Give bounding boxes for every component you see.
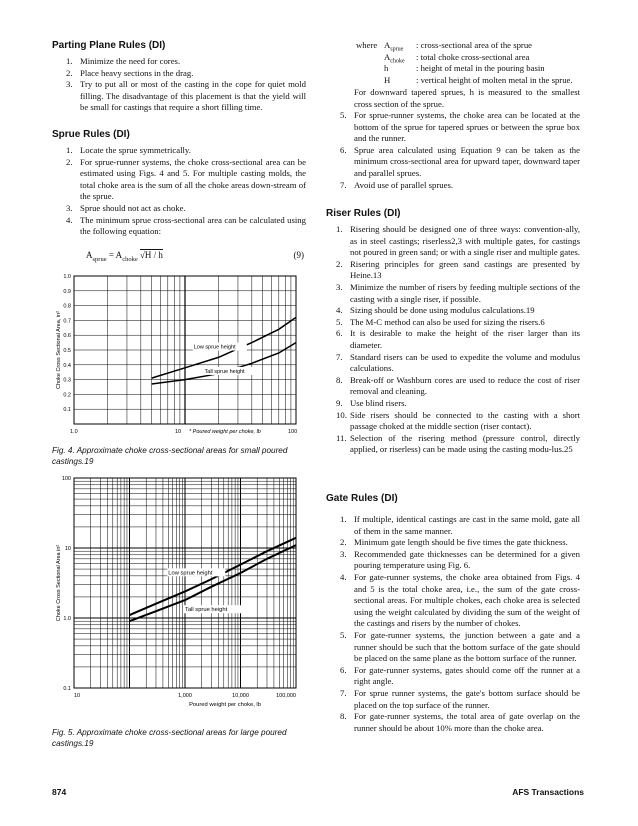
y-tick-label: 0.3 (63, 377, 71, 384)
x-tick-label: 1.0 (70, 429, 78, 435)
list-item-number: 5. (340, 110, 347, 120)
list-item-number: 6. (340, 664, 347, 675)
fig4-caption: Fig. 4. Approximate choke cross-sectional areas for small poured castings.19 (52, 446, 288, 466)
list-item (340, 145, 580, 180)
list-item (340, 630, 580, 665)
list-item-number: 5. (340, 629, 347, 640)
y-tick-label: 0.9 (63, 288, 71, 295)
list-item-number: 3. (66, 79, 73, 90)
series-line-low (130, 538, 297, 615)
x-axis-label: * Poured weight per choke, lb (189, 429, 261, 435)
y-tick-label: 0.2 (63, 392, 71, 399)
tapered-sprue-note: For downward tapered sprues, h is measured to the smallest cross section of the sprue. (354, 87, 580, 109)
parting-plane-list (66, 56, 306, 114)
list-item-number: 1. (66, 145, 73, 155)
list-item (340, 688, 580, 711)
list-item-number: 6. (340, 144, 347, 155)
list-item-text: For sprue runner systems, the gate's bottom surface should be placed on the top surface of the runner. (354, 687, 580, 710)
list-item-number: 1. (340, 514, 347, 524)
list-item (66, 79, 306, 114)
list-item-text: Place heavy sections in the drag. (80, 67, 194, 78)
list-item (340, 549, 580, 572)
x-tick-label: 10 (175, 429, 182, 435)
list-item (336, 259, 580, 282)
x-tick-label: 100 (288, 429, 298, 435)
list-item (340, 514, 580, 537)
fig4-chart (52, 270, 306, 442)
list-item-number: 9. (336, 397, 343, 408)
list-item (336, 433, 580, 456)
page-number: 874 (52, 787, 67, 797)
list-item (340, 665, 580, 688)
sprue-rules-list-cont (340, 110, 580, 191)
list-item-text: For gate-runner systems, the junction between a gate and a runner should be such that the bottom surface of the gate should be placed on the same plane as the bottom surface of the runner. (354, 629, 580, 664)
list-item-text: Sizing should be done using modulus calculations.19 (350, 305, 535, 316)
list-item-number: 1. (66, 56, 73, 66)
series-label-tall: Tall sprue height (204, 368, 245, 375)
x-axis-label: Poured weight per choke, lb (189, 702, 261, 708)
list-item (340, 180, 580, 192)
gate-rules-list (340, 514, 580, 734)
list-item-text: Risering should be designed one of three ways: convention-ally, as in steel castings; riserless2,3 with multiple gates, for castings not poured in green sand; or with a single riser and multiple gates. (350, 224, 580, 258)
list-item-number: 7. (340, 179, 347, 190)
list-item-number: 10. (336, 409, 347, 420)
list-item-number: 2. (340, 537, 347, 548)
list-item (336, 317, 580, 329)
y-tick-label: 0.8 (63, 303, 71, 310)
where-definitions: where $A_{sprue}$ : cross-sectional area of the sprue $A_{choke}$ : total choke cross-sectional area h : height of metal in the pouring basin H : vertical height of molten metal in the sprue. (356, 40, 573, 85)
list-item-text: If multiple, identical castings are cast in the same mold, gate all of them in the same manner. (354, 514, 580, 536)
list-item-text: It is desirable to make the height of the riser larger than its diameter. (350, 328, 580, 350)
x-tick-label: 100,000 (276, 693, 296, 699)
list-item (66, 145, 306, 157)
y-tick-label: 0.6 (63, 333, 71, 340)
list-item-number: 2. (66, 156, 73, 167)
list-item-number: 1. (336, 224, 343, 234)
list-item-text: For sprue-runner systems, the choke cross-sectional area can be estimated using Figs. 4 and 5. For multiple casting molds, the total choke area is the sum of all the choke areas down-stream of the sprue. (80, 156, 306, 202)
journal-name: AFS Transactions (512, 787, 584, 797)
y-axis-label: Choke Cross Sectional Area in² (56, 544, 62, 622)
list-item (340, 711, 580, 734)
list-item-text: Risering principles for green sand castings are presented by Heine.13 (350, 258, 580, 281)
list-item (340, 572, 580, 630)
x-tick-label: 10,000 (232, 693, 249, 699)
y-tick-label: 0.5 (63, 348, 71, 354)
list-item-number: 5. (336, 316, 343, 327)
list-item-text: Sprue area calculated using Equation 9 can be taken as the minimum cross-sectional area for upward taper, downward taper and parallel sprues. (354, 144, 580, 178)
y-tick-label: 1.0 (63, 616, 71, 622)
list-item-number: 4. (340, 571, 347, 582)
equation-9: $A_{sprue} = A_{choke}$ √H / h (9) (86, 250, 304, 263)
list-item (66, 56, 306, 68)
list-item-text: For sprue-runner systems, the choke area can be located at the bottom of the sprue for tapered sprues or between the sprue box and the runner. (354, 110, 580, 144)
list-item-number: 3. (336, 281, 343, 292)
list-item (336, 328, 580, 351)
x-tick-label: 10 (74, 693, 81, 699)
list-item-number: 7. (340, 687, 347, 698)
list-item-text: Avoid use of parallel sprues. (354, 179, 453, 190)
list-item-text: For gate-runner systems, the choke area obtained from Figs. 4 and 5 is the total choke area, i.e., the sum of the gate cross-sectional areas. For multiple chokes, each choke area is selected using the weight calculated by dividing the sum of the weight of the castings and risers by the number of chokes. (354, 571, 580, 629)
series-label-tall: Tall sprue height (185, 607, 228, 614)
list-item (336, 224, 580, 259)
riser-rules-list (336, 224, 580, 456)
list-item (336, 398, 580, 410)
list-item-text: Sprue should not act as choke. (80, 202, 186, 213)
list-item-text: Selection of the risering method (pressure control, directly applied, or riserless) can be made using the casting modu-lus.25 (350, 432, 580, 455)
list-item-text: Minimize the number of risers by feeding multiple sections of the casting with a single riser, if possible. (350, 281, 580, 304)
y-axis-label: Choke Cross Sectional Area, in² (56, 311, 62, 389)
list-item-text: For gate-runner systems, gates should come off the runner at a right angle. (354, 664, 580, 687)
y-tick-label: 0.1 (63, 407, 71, 414)
list-item (336, 375, 580, 398)
list-item-number: 2. (336, 258, 343, 269)
y-tick-label: 100 (61, 476, 71, 482)
y-tick-label: 1.0 (63, 274, 71, 280)
list-item-text: Minimum gate length should be five times the gate thickness. (354, 537, 568, 548)
list-item-text: Use blind risers. (350, 397, 407, 408)
list-item-number: 3. (340, 548, 347, 559)
y-tick-label: 10 (64, 546, 71, 552)
parting-plane-title: Parting Plane Rules (DI) (52, 40, 166, 51)
fig5-chart (52, 470, 306, 722)
riser-rules-title: Riser Rules (DI) (326, 208, 401, 219)
list-item-text: Minimize the need for cores. (80, 56, 181, 66)
list-item-number: 8. (336, 374, 343, 385)
list-item (66, 157, 306, 203)
list-item (336, 410, 580, 433)
list-item (66, 215, 306, 238)
list-item-text: Side risers should be connected to the casting with a short passage choked at the middle section (riser contact). (350, 409, 580, 432)
series-label-low: Low sprue height (168, 570, 213, 577)
fig5-caption: Fig. 5. Approximate choke cross-sectional areas for large poured castings.19 (52, 728, 287, 748)
list-item (66, 203, 306, 215)
list-item-text: Break-off or Washburn cores are used to reduce the cost of riser removal and cleaning. (350, 374, 580, 397)
y-tick-label: 0.1 (63, 686, 71, 692)
list-item-number: 2. (66, 67, 73, 78)
sprue-rules-title: Sprue Rules (DI) (52, 129, 130, 140)
x-tick-label: 1,000 (178, 693, 192, 699)
list-item-number: 4. (66, 214, 73, 225)
sprue-rules-list (66, 145, 306, 238)
list-item-text: Recommended gate thicknesses can be determined for a given pouring temperature using Fig. 6. (354, 548, 580, 571)
series-label-low: Low sprue height (193, 344, 236, 351)
y-tick-label: 0.7 (63, 318, 71, 325)
list-item-text: Locate the sprue symmetrically. (80, 145, 191, 155)
list-item-number: 8. (340, 711, 347, 722)
y-tick-label: 0.4 (63, 362, 71, 369)
list-item-number: 4. (336, 305, 343, 316)
list-item (336, 305, 580, 317)
list-item (340, 110, 580, 145)
list-item-number: 7. (336, 351, 343, 362)
gate-rules-title: Gate Rules (DI) (326, 493, 398, 504)
list-item (66, 68, 306, 80)
list-item (340, 537, 580, 549)
list-item-text: The M-C method can also be used for sizing the risers.6 (350, 316, 545, 327)
list-item-number: 6. (336, 328, 343, 339)
list-item-text: Try to put all or most of the casting in the cope for quiet mold filling. The disadvantage of this placement is that the yield will be small for castings that require a short filling time. (80, 79, 306, 113)
list-item-text: The minimum sprue cross-sectional area can be calculated using the following equation: (80, 214, 306, 237)
list-item (336, 282, 580, 305)
list-item-text: For gate-runner systems, the total area of gate overlap on the runner should be about 10% more than the choke area. (354, 711, 580, 733)
list-item (336, 352, 580, 375)
list-item-text: Standard risers can be used to expedite the volume and modulus calculations. (350, 351, 580, 374)
list-item-number: 3. (66, 202, 73, 213)
list-item-number: 11. (336, 432, 347, 443)
